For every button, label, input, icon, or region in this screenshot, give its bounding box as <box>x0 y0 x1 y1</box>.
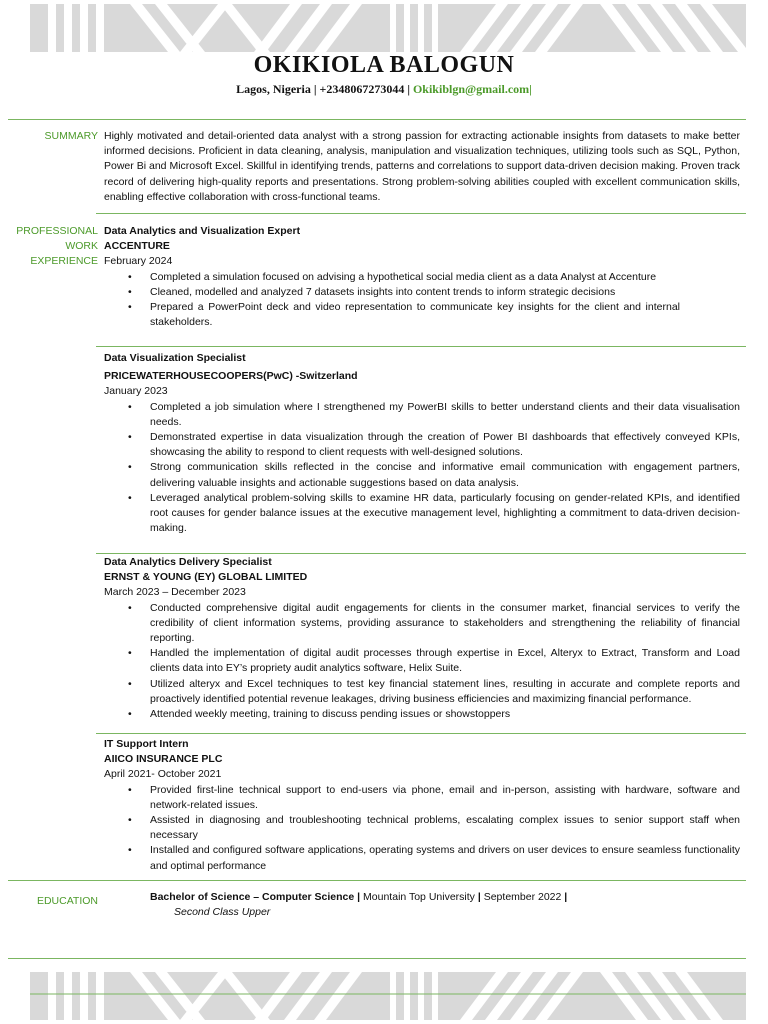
summary-text: Highly motivated and detail-oriented data analyst with a strong passion for extracting actionable insights from datasets to make better informed decisions. Proficient in data cleaning, analysis, manipulation and visualization techniques, utilizing tools such as SQL, Python, Power Bi and Microsoft Excel. Skillful in identifying trends, patterns and correlations to support data-driven decision making. Proven track record of delivering high-quality reports and presentations. Strong problem-solving abilities coupled with excellent communication skills, enabling effective collaboration with cross-functional teams. <box>104 130 740 203</box>
job-divider <box>96 733 746 734</box>
header-pattern-band <box>30 4 746 52</box>
education-separator: | <box>477 891 481 903</box>
job-bullet: • Assisted in diagnosing and troubleshooting technical problems, escalating complex issues to senior support staff when necessary <box>104 813 740 843</box>
job-title: IT Support Intern <box>104 738 189 750</box>
section-divider <box>96 213 746 214</box>
candidate-name: OKIKIOLA BALOGUN <box>253 52 515 78</box>
section-divider <box>8 119 746 120</box>
honours: Second Class Upper <box>174 906 271 918</box>
summary-section <box>104 129 740 205</box>
job-divider <box>96 553 746 554</box>
degree: Bachelor of Science – Computer Science <box>150 891 355 903</box>
job-bullet: • Strong communication skills reflected in the concise and informative email communication with engagement partners, delivering valuable insights and actionable suggestions based on data analysis. <box>104 460 740 490</box>
education-separator: | <box>357 891 361 903</box>
education-entry <box>150 890 567 920</box>
job-bullet: • Leveraged analytical problem-solving skills to examine HR data, particularly focusing on gender-related KPIs, and identified root causes for gender balance issues at the executive management level, highlighting a commitment to data-driven decision-making. <box>104 491 740 537</box>
job-entry <box>104 224 740 330</box>
education-date: September 2022 <box>483 891 562 903</box>
contact-trailing-separator: | <box>529 82 532 96</box>
email-link[interactable]: Okikiblgn@gmail.com <box>412 82 530 96</box>
experience-label-line-2: WORK <box>65 240 98 252</box>
education-separator: | <box>564 891 568 903</box>
section-divider <box>8 880 746 881</box>
job-bullet: • Conducted comprehensive digital audit engagements for clients in the consumer market, financial services to verify the credibility of client information systems, providing assurance to stakeholders and strengthening the reliability of financial reporting. <box>104 601 740 647</box>
job-bullet: • Installed and configured software applications, operating systems and drivers on user devices to ensure seamless functionality and optimal performance <box>104 843 740 873</box>
job-company: ERNST & YOUNG (EY) GLOBAL LIMITED <box>104 571 308 584</box>
job-bullet: • Attended weekly meeting, training to discuss pending issues or showstoppers <box>104 707 740 722</box>
job-company: ACCENTURE <box>104 240 170 253</box>
job-bullets <box>104 270 740 331</box>
job-bullets <box>104 783 740 874</box>
job-company: AIICO INSURANCE PLC <box>104 753 223 766</box>
job-title: Data Analytics Delivery Specialist <box>104 556 272 568</box>
job-divider <box>96 346 746 347</box>
job-bullet: • Prepared a PowerPoint deck and video representation to communicate key insights for the client and internal stakeholders. <box>104 300 740 330</box>
job-bullet: • Handled the implementation of digital audit processes through expertise in Excel, Alteryx to Extract, Transform and Load clients data into EY’s propriety audit analytics software, Helix Suite. <box>104 646 740 676</box>
experience-label-line-3: EXPERIENCE <box>30 255 98 267</box>
experience-label-line-1: PROFESSIONAL <box>16 225 98 237</box>
job-bullet: • Provided first-line technical support to end-users via phone, email and in-person, assisting with hardware, software and network-related issues. <box>104 783 740 813</box>
job-bullets <box>104 400 740 537</box>
job-company: PRICEWATERHOUSECOOPERS(PwC) -Switzerland <box>104 370 358 383</box>
job-bullet: • Completed a job simulation where I strengthened my PowerBI skills to better understand clients and their data visualisation needs. <box>104 400 740 430</box>
section-divider <box>8 958 746 959</box>
footer-pattern-band <box>30 972 746 1020</box>
experience-label <box>8 224 98 269</box>
education-label: EDUCATION <box>36 895 98 907</box>
job-bullet: • Completed a simulation focused on advising a hypothetical social media client as a data Analyst at Accenture <box>104 270 740 285</box>
job-entry <box>104 351 740 536</box>
job-title: Data Visualization Specialist <box>104 352 246 364</box>
job-bullets <box>104 601 740 723</box>
summary-label: SUMMARY <box>44 130 98 142</box>
job-bullet: • Demonstrated expertise in data visualization through the creation of Power BI dashboards that effectively conveyed KPIs, showcasing the ability to respond to client requests with well-designed solutions. <box>104 430 740 460</box>
job-date: April 2021- October 2021 <box>104 768 222 781</box>
job-date: January 2023 <box>104 385 168 398</box>
contact-line <box>0 82 768 97</box>
job-entry <box>104 555 740 722</box>
job-date: February 2024 <box>104 255 173 268</box>
job-entry <box>104 737 740 874</box>
location-phone: Lagos, Nigeria | +2348067273044 | <box>236 82 410 96</box>
job-bullet: • Utilized alteryx and Excel techniques to test key financial statement lines, resulting in accurate and complete reports and proactively identified potential revenue leakages, driving business efficiencies and maximizing financial performance. <box>104 677 740 707</box>
job-title: Data Analytics and Visualization Expert <box>104 225 301 237</box>
job-date: March 2023 – December 2023 <box>104 586 246 599</box>
job-bullet: • Cleaned, modelled and analyzed 7 datasets insights into content trends to inform strategic decisions <box>104 285 740 300</box>
school-name: Mountain Top University <box>363 891 475 903</box>
